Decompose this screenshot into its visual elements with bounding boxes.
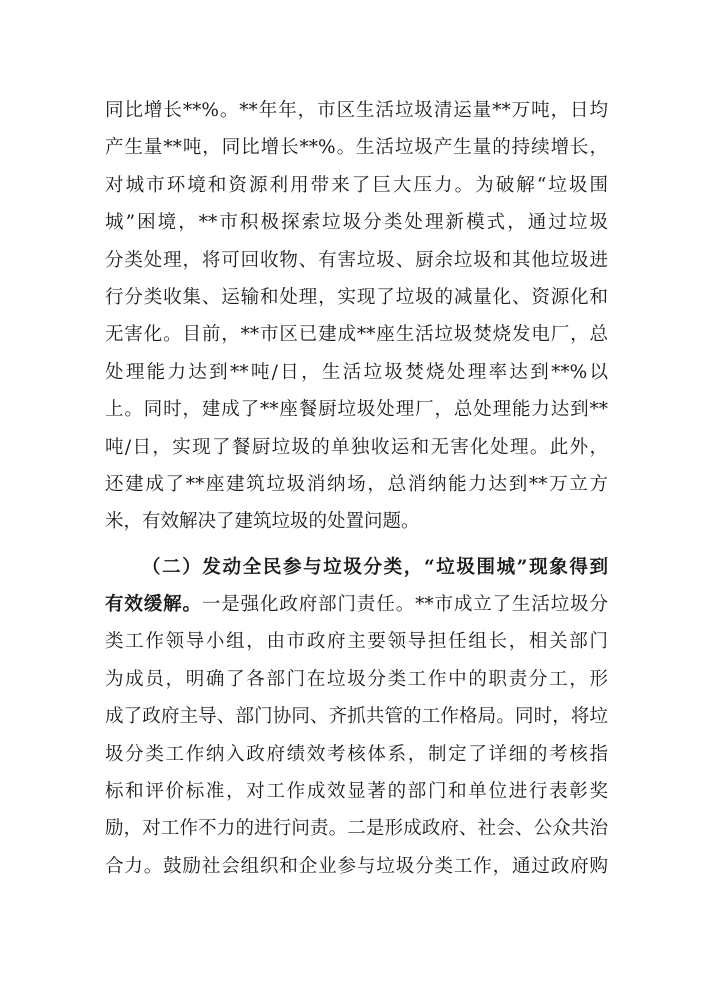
paragraph-waste-volume [105, 92, 608, 541]
text-span: 一是强化政府部门责任。**市成立了生活垃圾分 [201, 594, 608, 616]
text-line: 处理能力达到**吨/日，生活垃圾焚烧处理率达到**%以 [105, 361, 608, 383]
text-line: 同比增长**%。**年年，市区生活垃圾清运量**万吨，日均 [105, 100, 608, 121]
text-line: 米，有效解决了建筑垃圾的处置问题。 [105, 511, 420, 533]
section-heading: （二）发动全民参与垃圾分类，“垃圾围城”现象得到 [142, 556, 608, 578]
text-line [105, 586, 608, 623]
text-line: 行分类收集、运输和处理，实现了垃圾的减量化、资源化和 [105, 286, 608, 308]
text-line: 分类处理，将可回收物、有害垃圾、厨余垃圾和其他垃圾进 [105, 249, 608, 271]
text-line: 圾分类工作纳入政府绩效考核体系，制定了详细的考核指 [105, 743, 608, 765]
text-line: 标和评价标准，对工作成效显著的部门和单位进行表彰奖 [105, 781, 608, 803]
text-line: 吨/日，实现了餐厨垃圾的单独收运和无害化处理。此外， [105, 436, 608, 458]
paragraph-spacer [105, 541, 608, 549]
text-line: 成了政府主导、部门协同、齐抓共管的工作格局。同时，将垃 [105, 706, 608, 728]
text-line: 产生量**吨，同比增长**%。生活垃圾产生量的持续增长， [105, 137, 608, 159]
text-line: 为成员，明确了各部门在垃圾分类工作中的职责分工，形 [105, 668, 608, 690]
text-line: 合力。鼓励社会组织和企业参与垃圾分类工作，通过政府购 [105, 855, 608, 877]
text-line: 无害化。目前，**市区已建成**座生活垃圾焚烧发电厂，总 [105, 324, 608, 346]
text-line: 上。同时，建成了**座餐厨垃圾处理厂，总处理能力达到** [105, 399, 608, 421]
text-line: 还建成了**座建筑垃圾消纳场，总消纳能力达到**万立方 [105, 473, 608, 495]
text-line: 类工作领导小组，由市政府主要领导担任组长，相关部门 [105, 631, 608, 653]
text-line: 城”困境，**市积极探索垃圾分类处理新模式，通过垃圾 [105, 212, 608, 234]
section-heading-end: 有效缓解。 [105, 594, 202, 616]
body-text [105, 92, 608, 885]
paragraph-public-participation [105, 549, 608, 886]
text-line: 对城市环境和资源利用带来了巨大压力。为破解“垃圾围 [105, 174, 608, 196]
text-line: 励，对工作不力的进行问责。二是形成政府、社会、公众共治 [105, 818, 608, 840]
